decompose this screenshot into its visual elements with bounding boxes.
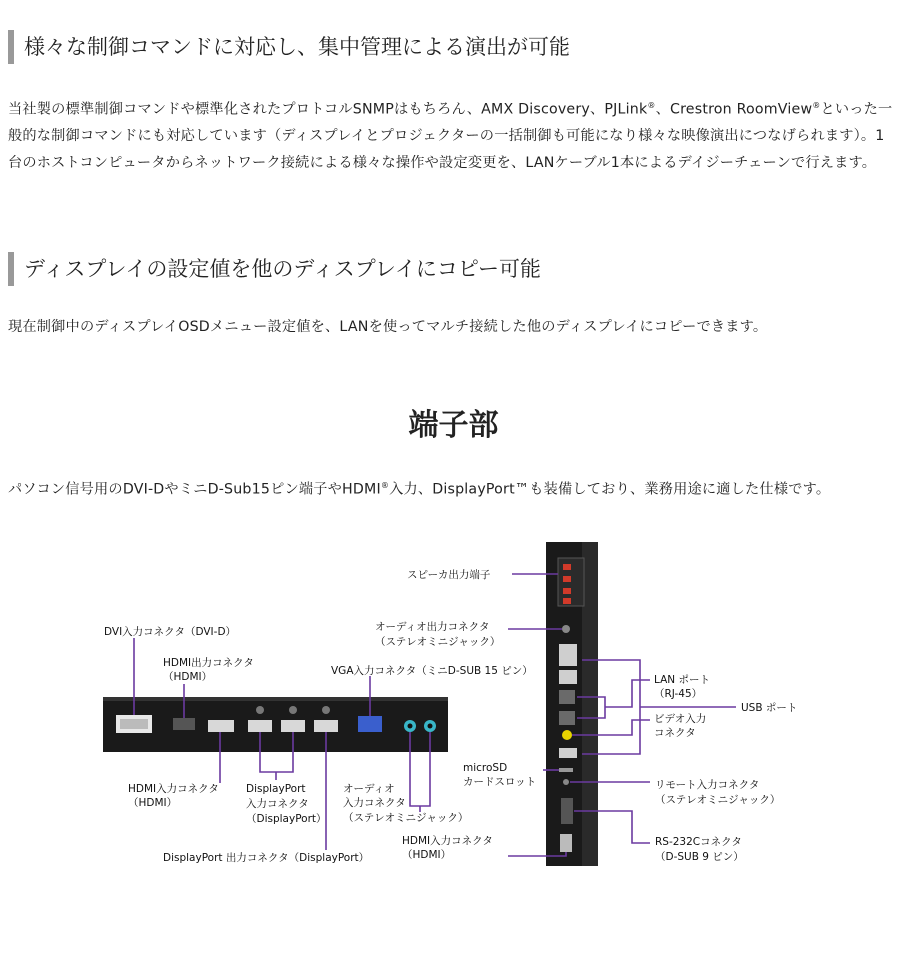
label-video-in-2: コネクタ bbox=[654, 727, 696, 739]
label-vga-in: VGA入力コネクタ（ミニD-SUB 15 ピン） bbox=[331, 665, 533, 677]
label-video-in-1: ビデオ入力 bbox=[654, 713, 707, 725]
label-dp-out: DisplayPort 出力コネクタ（DisplayPort） bbox=[163, 852, 370, 864]
vertical-panel bbox=[546, 542, 598, 866]
label-usb: USB ポート bbox=[741, 702, 798, 714]
hdmi-in-port-icon bbox=[208, 720, 234, 732]
label-rs232-2: （D-SUB 9 ピン） bbox=[655, 851, 744, 863]
label-remote-2: （ステレオミニジャック） bbox=[655, 794, 781, 806]
terminal-diagram bbox=[0, 530, 907, 880]
rs232-port-icon bbox=[561, 798, 573, 824]
section-heading-copy: ディスプレイの設定値を他のディスプレイにコピー可能 bbox=[8, 252, 541, 286]
microsd-slot-icon bbox=[559, 768, 573, 772]
label-hdmi-out-2: （HDMI） bbox=[163, 671, 213, 683]
section-body-control: 当社製の標準制御コマンドや標準化されたプロトコルSNMPはもちろん、AMX Discovery、PJLink®、Crestron RoomView®といった一般的な制御コマンドにも対応しています（ディスプレイとプロジェクターの一括制御も可能になり様々な映像演出につなげられます）。1台のホストコンピュータからネットワーク接続による様々な操作や設定変更を、LANケーブル1本によるデイジーチェーンで行えます。 bbox=[8, 101, 893, 171]
label-audio-out-1: オーディオ出力コネクタ bbox=[375, 621, 490, 633]
label-dvi-in: DVI入力コネクタ（DVI-D） bbox=[104, 626, 237, 638]
label-audio-out-2: （ステレオミニジャック） bbox=[375, 636, 501, 648]
usb-port-2-icon bbox=[559, 670, 577, 684]
dp-in-port-1-icon bbox=[248, 720, 272, 732]
label-hdmi-in-1: HDMI入力コネクタ bbox=[128, 783, 219, 795]
terminal-body: パソコン信号用のDVI-DやミニD-Sub15ピン端子やHDMI®入力、DisplayPort™も装備しており、業務用途に適した仕様です。 bbox=[8, 481, 831, 498]
label-lan-2: （RJ-45） bbox=[654, 688, 703, 700]
label-audio-in-2: 入力コネクタ bbox=[343, 797, 406, 809]
label-hdmi-in2-1: HDMI入力コネクタ bbox=[402, 835, 493, 847]
section-heading-control: 様々な制御コマンドに対応し、集中管理による演出が可能 bbox=[8, 30, 570, 64]
audio-out-jack-icon bbox=[562, 625, 570, 633]
section-body-copy: 現在制御中のディスプレイOSDメニュー設定値を、LANを使ってマルチ接続した他のディスプレイにコピーできます。 bbox=[8, 319, 768, 335]
label-microsd-1: microSD bbox=[463, 762, 508, 774]
usb-port-3-icon bbox=[559, 748, 577, 758]
usb-port-1-icon bbox=[559, 644, 577, 666]
label-microsd-2: カードスロット bbox=[463, 776, 537, 788]
horizontal-panel bbox=[103, 697, 448, 752]
vga-port-icon bbox=[358, 716, 382, 732]
hdmi-out-port-icon bbox=[173, 718, 195, 730]
label-hdmi-in-2: （HDMI） bbox=[128, 797, 178, 809]
label-dp-in-2: 入力コネクタ bbox=[246, 798, 309, 810]
label-rs232-1: RS-232Cコネクタ bbox=[655, 836, 742, 848]
dp-in-port-2-icon bbox=[281, 720, 305, 732]
label-hdmi-out-1: HDMI出力コネクタ bbox=[163, 657, 254, 669]
label-speaker: スピーカ出力端子 bbox=[407, 569, 491, 581]
label-dp-in-3: （DisplayPort） bbox=[246, 813, 327, 825]
dp-out-port-icon bbox=[314, 720, 338, 732]
hdmi-in-2-port-icon bbox=[560, 834, 572, 852]
label-lan-1: LAN ポート bbox=[654, 674, 710, 686]
terminal-title: 端子部 bbox=[408, 408, 499, 443]
video-in-jack-icon bbox=[562, 730, 572, 740]
label-hdmi-in2-2: （HDMI） bbox=[402, 849, 452, 861]
label-dp-in-1: DisplayPort bbox=[246, 783, 306, 795]
label-audio-in-1: オーディオ bbox=[343, 783, 395, 795]
lan-port-1-icon bbox=[559, 690, 575, 704]
label-remote-1: リモート入力コネクタ bbox=[655, 779, 760, 791]
label-audio-in-3: （ステレオミニジャック） bbox=[343, 812, 469, 824]
remote-jack-icon bbox=[563, 779, 569, 785]
lan-port-2-icon bbox=[559, 711, 575, 725]
